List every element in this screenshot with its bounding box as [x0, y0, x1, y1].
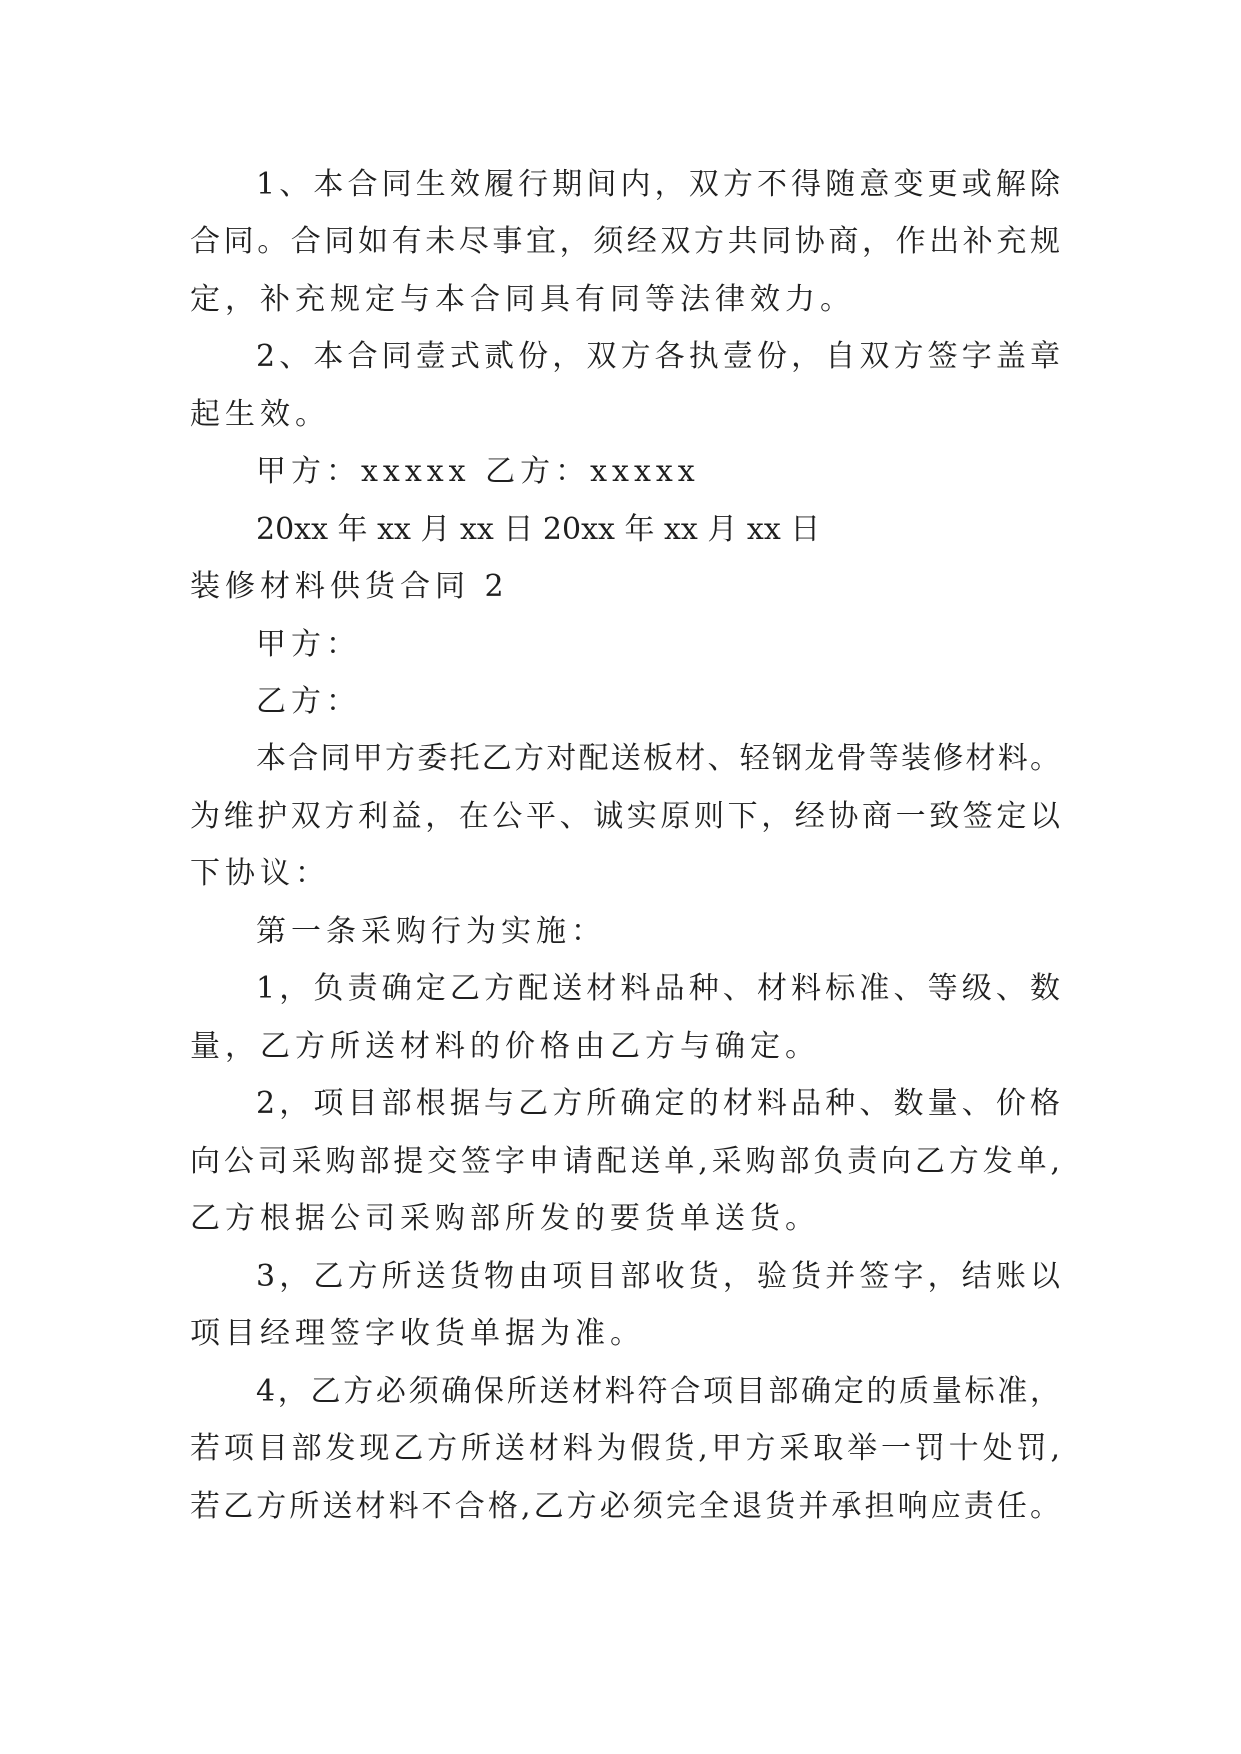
paragraph-line: 下协议： — [190, 856, 330, 891]
paragraph-line: 若项目部发现乙方所送材料为假货,甲方采取举一罚十处罚, — [190, 1431, 1060, 1466]
paragraph-line: 为维护双方利益，在公平、诚实原则下，经协商一致签定以 — [190, 799, 1060, 834]
section-title: 装修材料供货合同 2 — [190, 569, 509, 604]
party-b-label: 乙方： — [256, 684, 361, 719]
paragraph-line: 1，负责确定乙方配送材料品种、材料标准、等级、数 — [256, 971, 1060, 1006]
paragraph-line: 本合同甲方委托乙方对配送板材、轻钢龙骨等装修材料。 — [256, 741, 1060, 776]
signature-date-line: 20xx 年 xx 月 xx 日 20xx 年 xx 月 xx 日 — [256, 512, 821, 547]
clause-line: 起生效。 — [190, 397, 330, 432]
paragraph-line: 4，乙方必须确保所送材料符合项目部确定的质量标准， — [256, 1374, 1060, 1409]
paragraph-line: 量，乙方所送材料的价格由乙方与确定。 — [190, 1029, 820, 1064]
paragraph-line: 项目经理签字收货单据为准。 — [190, 1316, 645, 1351]
signature-parties-line: 甲方：xxxxx 乙方：xxxxx — [256, 454, 700, 489]
party-a-label: 甲方： — [256, 627, 361, 662]
paragraph-line: 乙方根据公司采购部所发的要货单送货。 — [190, 1201, 820, 1236]
clause-line: 合同。合同如有未尽事宜，须经双方共同协商，作出补充规 — [190, 224, 1060, 259]
clause-line: 1、本合同生效履行期间内，双方不得随意变更或解除 — [256, 167, 1060, 202]
paragraph-line: 3，乙方所送货物由项目部收货，验货并签字，结账以 — [256, 1259, 1060, 1294]
paragraph-line: 向公司采购部提交签字申请配送单,采购部负责向乙方发单, — [190, 1144, 1060, 1179]
clause-line: 定，补充规定与本合同具有同等法律效力。 — [190, 282, 855, 317]
clause-line: 2、本合同壹式贰份，双方各执壹份，自双方签字盖章 — [256, 339, 1060, 374]
article-heading: 第一条采购行为实施： — [256, 914, 606, 949]
paragraph-line: 2，项目部根据与乙方所确定的材料品种、数量、价格 — [256, 1086, 1060, 1121]
paragraph-line: 若乙方所送材料不合格,乙方必须完全退货并承担响应责任。 — [190, 1489, 1060, 1524]
